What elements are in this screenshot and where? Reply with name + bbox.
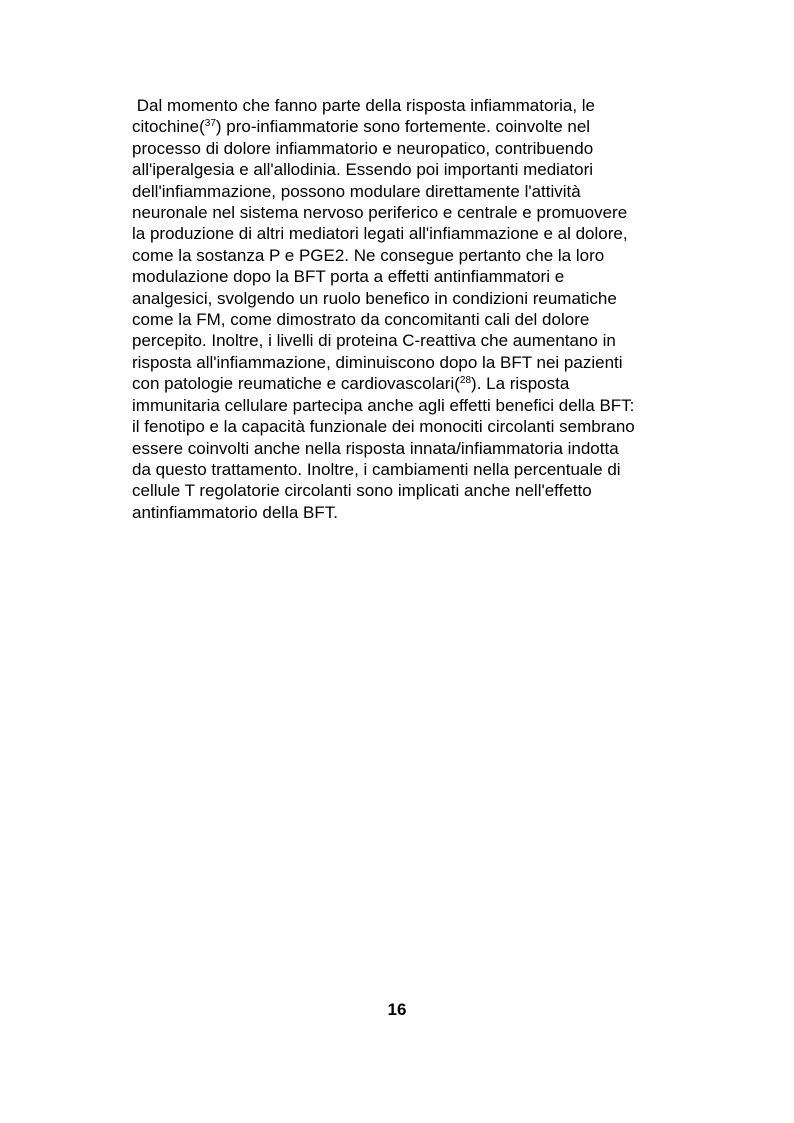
text-line: neuronale nel sistema nervoso periferico e centrale e promuovere [132,203,628,223]
text-line: modulazione dopo la BFT porta a effetti antinfiammatori e [132,267,565,287]
citation-superscript: 28 [459,375,472,387]
text-line: cellule T regolatorie circolanti sono implicati anche nell'effetto [132,481,592,501]
text-line: Dal momento che fanno parte della risposta infiammatoria, le [132,96,596,115]
text-segment: ) pro-infiammatorie sono fortemente. coinvolte nel [215,117,591,137]
text-line: essere coinvolti anche nella risposta innata/infiammatoria indotta [132,438,619,458]
text-line: immunitaria cellulare partecipa anche agli effetti benefici della BFT: [132,395,635,415]
text-line: antinfiammatorio della BFT. [132,502,338,522]
text-line: risposta all'infiammazione, diminuiscono dopo la BFT nei pazienti [132,352,623,372]
citation-superscript: 37 [204,118,216,130]
text-segment: citochine( [132,117,205,137]
text-line: come la sostanza P e PGE2. Ne consegue pertanto che la loro [132,245,605,265]
text-line: da questo trattamento. Inoltre, i cambiamenti nella percentuale di [132,459,621,479]
text-line: dell'infiammazione, possono modulare direttamente l'attività [132,181,581,201]
text-line: percepito. Inoltre, i livelli di proteina C-reattiva che aumentano in [132,331,616,351]
text-line: analgesici, svolgendo un ruolo benefico in condizioni reumatiche [132,288,617,308]
page-number: 16 [387,1000,407,1019]
text-segment: con patologie reumatiche e cardiovascolari( [132,374,460,394]
text-segment: ). La risposta [471,374,570,394]
text-line [132,116,692,137]
text-line [132,373,692,394]
text-line: la produzione di altri mediatori legati all'infiammazione e al dolore, [132,224,628,244]
text-line: come la FM, come dimostrato da concomitanti cali del dolore [132,310,590,330]
text-line: all'iperalgesia e all'allodinia. Essendo poi importanti mediatori [132,160,594,180]
text-line: il fenotipo e la capacità funzionale dei monociti circolanti sembrano [132,417,635,437]
body-paragraph [132,95,692,523]
text-line: processo di dolore infiammatorio e neuropatico, contribuendo [132,138,594,158]
